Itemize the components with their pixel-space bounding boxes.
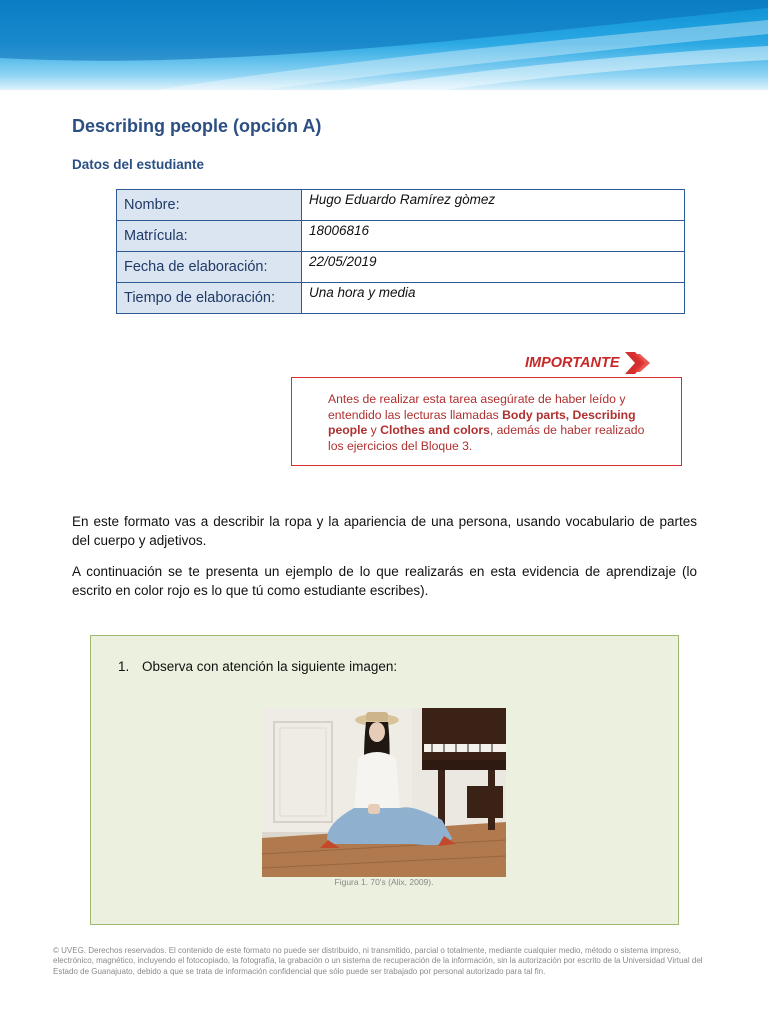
double-chevron-icon xyxy=(623,350,651,376)
table-row xyxy=(117,252,685,283)
woman-sitting-photo xyxy=(262,708,506,877)
header-banner xyxy=(0,0,768,96)
notice-text: y xyxy=(367,423,381,437)
date-value[interactable]: 22/05/2019 xyxy=(302,252,685,283)
example-paragraph: A continuación se te presenta un ejemplo de lo que realizarás en esta evidencia de aprendizaje (lo escrito en color rojo es lo que tú como estudiante escribes). xyxy=(72,564,697,598)
table-row xyxy=(117,221,685,252)
table-row xyxy=(117,190,685,221)
time-value[interactable]: Una hora y media xyxy=(302,283,685,314)
copyright-footer: © UVEG. Derechos reservados. El contenido de este formato no puede ser distribuido, ni transmitido, parcial o totalmente, mediante cualquier medio, método o sistema impreso, electrónico, magnético, incluyendo el fotocopiado, la fotografía, la grabación o un sistema de recuperación de la información, sin la autorización por escrito de la Universidad Virtual del Estado de Guanajuato, debido a que se trata de información confidencial que sólo puede ser trabajado por personal autorizado para tal fin. xyxy=(53,946,703,976)
id-value[interactable]: 18006816 xyxy=(302,221,685,252)
row-label: Matrícula: xyxy=(117,221,302,252)
name-value[interactable]: Hugo Eduardo Ramírez gòmez xyxy=(302,190,685,221)
step-number: 1. xyxy=(118,659,130,674)
table-row xyxy=(117,283,685,314)
row-label: Tiempo de elaboración: xyxy=(117,283,302,314)
row-label: Nombre: xyxy=(117,190,302,221)
notice-text: , además de haber realizado los ejercicios del Bloque 3. xyxy=(328,423,645,453)
figure-caption: Figura 1. 70's (Alix, 2009). xyxy=(334,877,434,887)
notice-bold-text: Body parts, Describing people xyxy=(328,407,636,437)
important-label: IMPORTANTE xyxy=(525,355,620,371)
section-subtitle: Datos del estudiante xyxy=(72,157,205,172)
notice-text: Antes de realizar esta tarea asegúrate de haber leído y entendido las lecturas llamadas xyxy=(328,392,626,422)
step-instruction: Observa con atención la siguiente imagen: xyxy=(142,659,398,674)
notice-bold-text: Clothes and colors xyxy=(380,423,490,437)
exercise-step xyxy=(118,659,397,674)
page-title: Describing people (opción A) xyxy=(72,116,322,136)
intro-paragraph: En este formato vas a describir la ropa y la apariencia de una persona, usando vocabulario de partes del cuerpo y adjetivos. xyxy=(72,514,697,548)
row-label: Fecha de elaboración: xyxy=(117,252,302,283)
important-notice xyxy=(291,377,682,466)
student-data-table xyxy=(116,189,685,314)
